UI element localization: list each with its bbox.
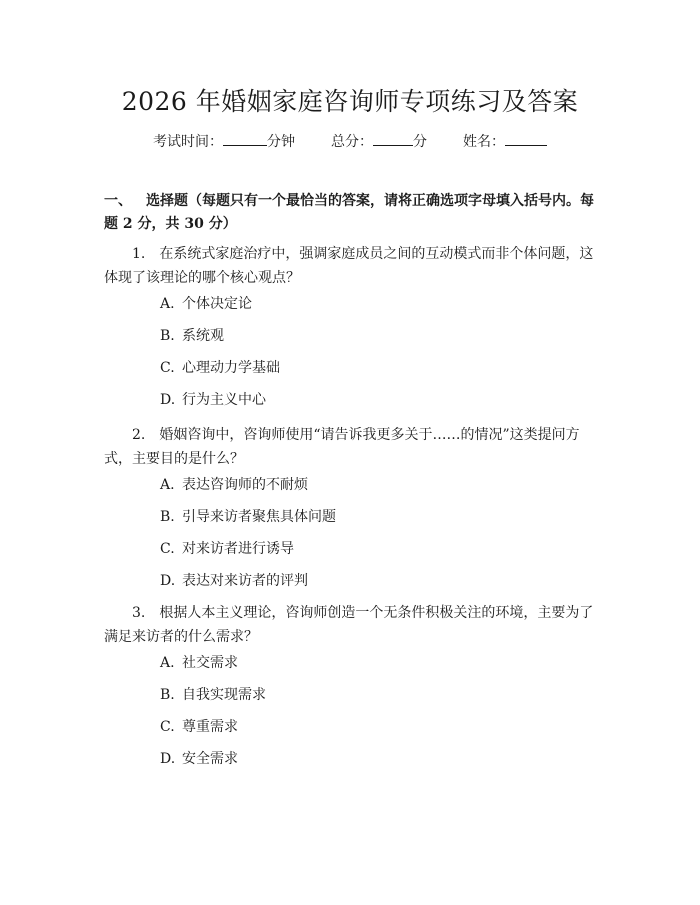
name-label: 姓名： [463, 134, 505, 150]
name-blank [505, 131, 547, 146]
question-number: 2. [132, 427, 146, 443]
question-number: 3. [132, 605, 146, 621]
option-text: 表达对来访者的评判 [182, 573, 308, 589]
option-letter: D. [160, 392, 176, 408]
question-2-option-d [160, 571, 308, 591]
option-letter: C. [160, 360, 175, 376]
option-text: 社交需求 [182, 655, 238, 671]
name-field [463, 131, 547, 151]
question-3-option-c [160, 717, 238, 737]
exam-time-blank [223, 131, 267, 146]
section-heading-text: 选择题（每题只有一个最恰当的答案，请将正确选项字母填入括号内。每题 2 分，共 30 分） [104, 193, 594, 232]
question-3-option-b [160, 685, 266, 705]
question-2-option-b [160, 507, 336, 527]
option-text: 安全需求 [182, 751, 238, 767]
option-letter: C. [160, 541, 175, 557]
exam-time-label: 考试时间： [153, 134, 223, 150]
page-title: 2026 年婚姻家庭咨询师专项练习及答案 [121, 87, 579, 116]
question-text [104, 423, 604, 471]
option-text: 尊重需求 [182, 719, 238, 735]
option-letter: C. [160, 719, 175, 735]
option-letter: D. [160, 751, 176, 767]
option-text: 对来访者进行诱导 [182, 541, 294, 557]
option-letter: A. [160, 655, 175, 671]
question-1-option-a [160, 294, 252, 314]
question-3-option-a [160, 653, 238, 673]
option-text: 引导来访者聚焦具体问题 [182, 509, 336, 525]
option-text: 自我实现需求 [182, 687, 266, 703]
option-text: 系统观 [182, 328, 224, 344]
option-letter: A. [160, 477, 175, 493]
section-heading [104, 190, 604, 236]
option-letter: A. [160, 296, 175, 312]
option-text: 心理动力学基础 [182, 360, 280, 376]
option-text: 行为主义中心 [182, 392, 266, 408]
question-2 [104, 423, 604, 471]
total-score-field [331, 131, 427, 151]
question-1-option-b [160, 326, 224, 346]
question-1-option-d [160, 390, 266, 410]
question-stem: 根据人本主义理论，咨询师创造一个无条件积极关注的环境，主要为了满足来访者的什么需求？ [104, 605, 594, 645]
option-text: 表达咨询师的不耐烦 [182, 477, 308, 493]
question-stem: 在系统式家庭治疗中，强调家庭成员之间的互动模式而非个体问题，这体现了该理论的哪个核心观点？ [104, 246, 594, 286]
option-letter: D. [160, 573, 176, 589]
question-number: 1. [132, 246, 146, 262]
question-2-option-a [160, 475, 308, 495]
option-letter: B. [160, 687, 175, 703]
question-2-option-c [160, 539, 294, 559]
question-text [104, 601, 604, 649]
exam-time-unit: 分钟 [267, 134, 295, 150]
question-3-option-d [160, 749, 238, 769]
section-number: 一、 [104, 193, 132, 209]
question-text [104, 242, 604, 290]
total-score-blank [373, 131, 413, 146]
question-1-option-c [160, 358, 280, 378]
option-letter: B. [160, 328, 175, 344]
question-3 [104, 601, 604, 649]
total-score-unit: 分 [413, 134, 427, 150]
question-stem: 婚姻咨询中，咨询师使用“请告诉我更多关于……的情况”这类提问方式，主要目的是什么？ [104, 427, 580, 467]
exam-meta-row [0, 131, 700, 151]
total-score-label: 总分： [331, 134, 373, 150]
option-text: 个体决定论 [182, 296, 252, 312]
option-letter: B. [160, 509, 175, 525]
exam-time-field [153, 131, 295, 151]
question-1 [104, 242, 604, 290]
